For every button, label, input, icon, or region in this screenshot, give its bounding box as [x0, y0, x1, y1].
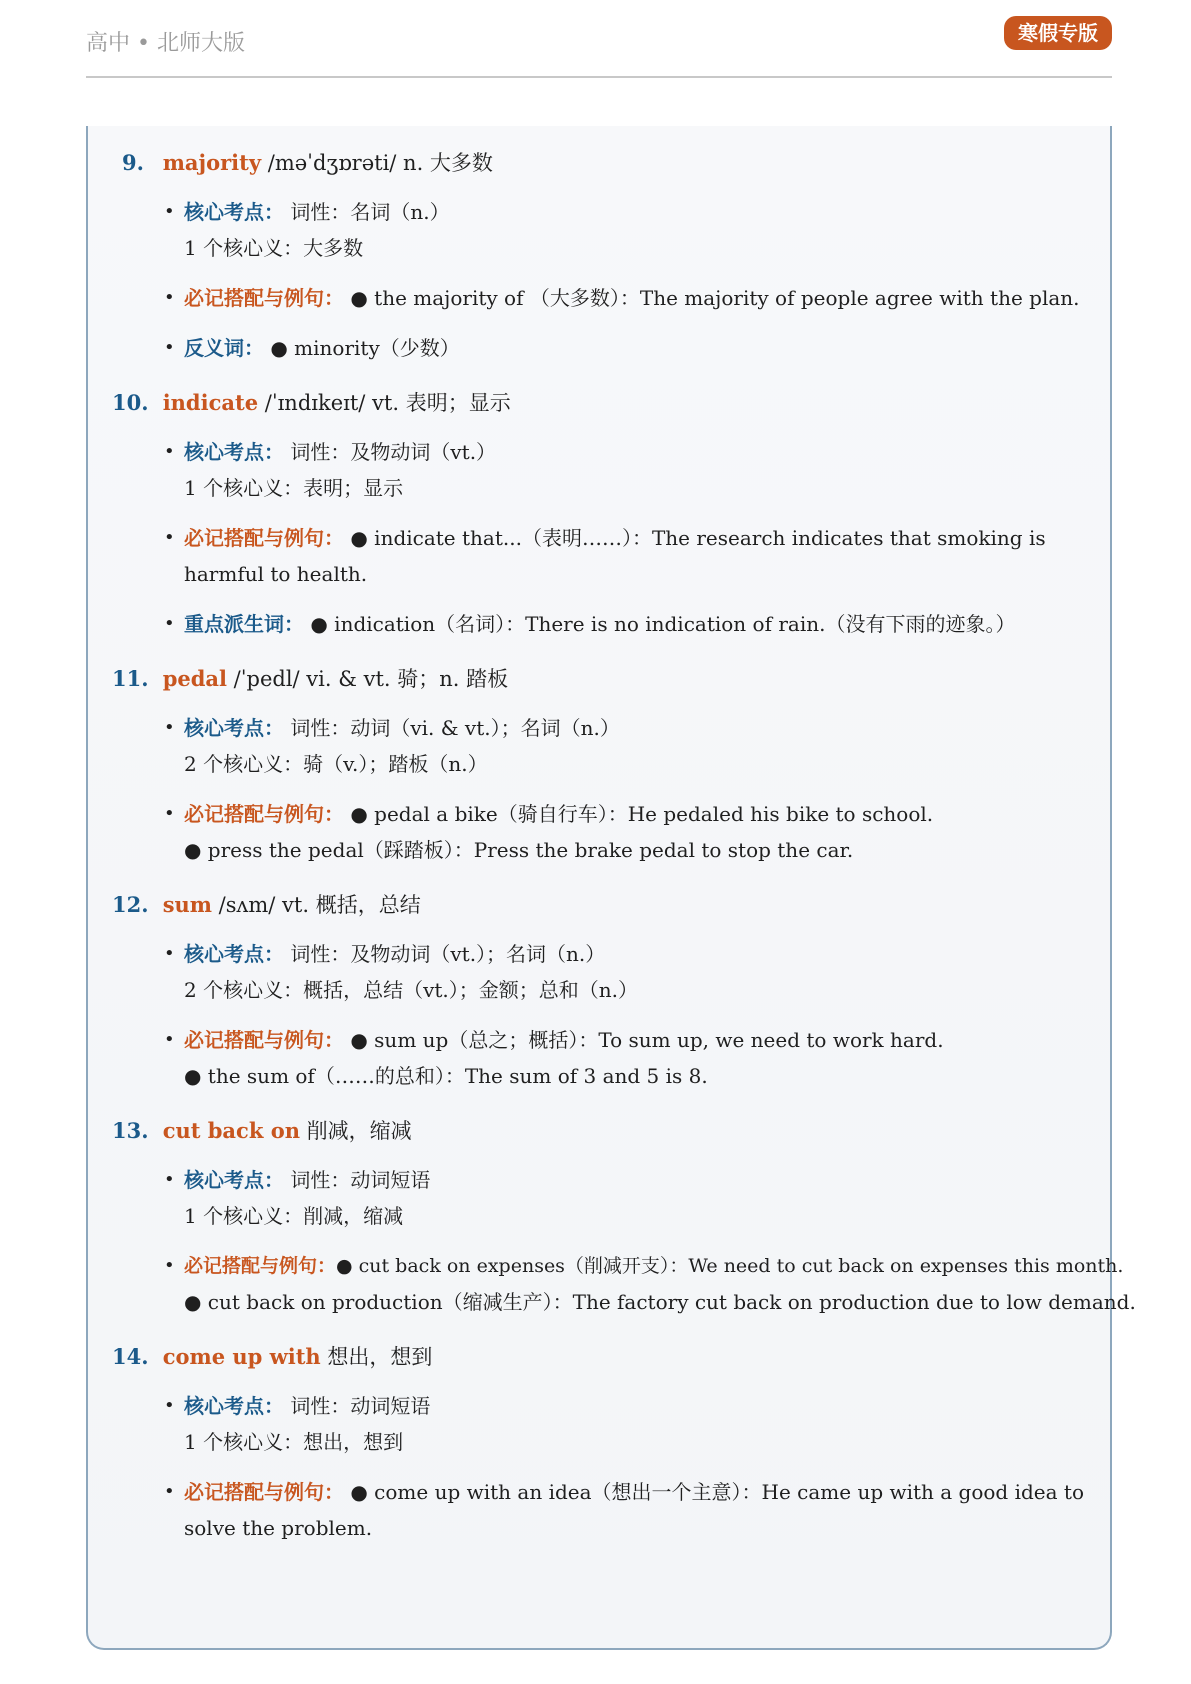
vocab-panel	[86, 126, 1136, 1650]
core-point-label: 核心考点：	[184, 942, 284, 966]
bullet-icon: •	[164, 201, 175, 222]
entry-definition: 削减，缩减	[299, 1119, 412, 1143]
edition-badge: 寒假专版	[1004, 16, 1112, 50]
bullet-icon: •	[164, 1029, 175, 1050]
entry-word: cut back on	[162, 1118, 300, 1143]
bullet-icon: •	[164, 337, 175, 358]
entry-number: 10.	[112, 390, 149, 415]
collocation-label: 必记搭配与例句：	[184, 1255, 337, 1277]
bullet-icon: •	[164, 803, 175, 824]
entry-number: 11.	[112, 666, 149, 691]
entry-definition: /ˈpedl/ vi. & vt. 骑；n. 踏板	[227, 667, 509, 691]
bullet-icon: •	[164, 441, 175, 462]
bullet-icon: •	[164, 943, 175, 964]
vocab-entry	[112, 888, 1092, 1094]
vocab-entry	[112, 662, 1092, 868]
collocation-block	[112, 1474, 1092, 1546]
collocation-example: ● sum up（总之；概括）：To sum up, we need to work hard.	[350, 1028, 944, 1052]
collocation-label: 必记搭配与例句：	[184, 526, 344, 550]
entry-title	[112, 662, 1092, 696]
collocation-label: 必记搭配与例句：	[184, 1028, 344, 1052]
derivative-label: 重点派生词：	[184, 612, 304, 636]
core-point-label: 核心考点：	[184, 716, 284, 740]
core-point-block	[112, 936, 1092, 1008]
entry-title	[112, 146, 1092, 180]
collocation-block	[112, 796, 1092, 868]
collocation-block	[112, 520, 1092, 592]
part-of-speech: 词性：及物动词（vt.）	[290, 440, 497, 464]
collocation-example: ● cut back on production（缩减生产）：The factory cut back on production due to low demand.	[184, 1290, 1136, 1314]
derivative-block	[112, 606, 1092, 642]
bullet-icon: •	[164, 287, 175, 308]
vocab-entry	[112, 1340, 1092, 1546]
core-point-label: 核心考点：	[184, 440, 284, 464]
collocation-label: 必记搭配与例句：	[184, 802, 344, 826]
part-of-speech: 词性：及物动词（vt.）；名词（n.）	[290, 942, 606, 966]
bullet-icon: •	[164, 613, 175, 634]
entry-definition: 想出，想到	[320, 1345, 433, 1369]
bullet-icon: •	[164, 1481, 175, 1502]
core-meaning: 2 个核心义：概括，总结（vt.）；金额；总和（n.）	[184, 978, 639, 1002]
bullet-icon: •	[164, 1395, 175, 1416]
vocab-entry	[112, 146, 1092, 366]
vocab-entry	[112, 386, 1092, 642]
entry-word: majority	[162, 150, 262, 175]
entry-definition: /sʌm/ vt. 概括，总结	[212, 893, 421, 917]
core-point-label: 核心考点：	[184, 1168, 284, 1192]
entry-title	[112, 386, 1092, 420]
entry-word: sum	[162, 892, 212, 917]
entry-definition: /məˈdʒɒrəti/ n. 大多数	[261, 151, 493, 175]
collocation-block	[112, 280, 1092, 316]
core-point-block	[112, 434, 1092, 506]
entry-word: indicate	[162, 390, 259, 415]
bullet-icon: •	[164, 527, 175, 548]
bullet-icon: •	[164, 717, 175, 738]
collocation-label: 必记搭配与例句：	[184, 1480, 344, 1504]
part-of-speech: 词性：名词（n.）	[290, 200, 450, 224]
core-meaning: 1 个核心义：想出，想到	[184, 1430, 404, 1454]
core-point-block	[112, 1388, 1092, 1460]
collocation-example: ● press the pedal（踩踏板）：Press the brake pedal to stop the car.	[184, 838, 854, 862]
collocation-example: ● the sum of（……的总和）：The sum of 3 and 5 is 8.	[184, 1064, 708, 1088]
core-meaning: 1 个核心义：削减，缩减	[184, 1204, 404, 1228]
part-of-speech: 词性：动词短语	[290, 1168, 431, 1192]
entry-word: pedal	[162, 666, 227, 691]
core-point-label: 核心考点：	[184, 200, 284, 224]
collocation-block	[112, 1022, 1092, 1094]
collocation-example: ● come up with an idea（想出一个主意）：He came up with a good idea to solve the problem.	[184, 1480, 1084, 1540]
entry-number: 14.	[112, 1344, 149, 1369]
antonym-block	[112, 330, 1092, 366]
entry-list	[112, 146, 1136, 1546]
entry-title	[112, 1340, 1092, 1374]
entry-number: 9.	[122, 150, 144, 175]
entry-word: come up with	[162, 1344, 321, 1369]
part-of-speech: 词性：动词（vi. & vt.）；名词（n.）	[290, 716, 620, 740]
collocation-example: ● pedal a bike（骑自行车）：He pedaled his bike to school.	[350, 802, 934, 826]
entry-title	[112, 888, 1092, 922]
collocation-label: 必记搭配与例句：	[184, 286, 344, 310]
page-header	[86, 0, 1112, 78]
bullet-icon: •	[164, 1255, 175, 1276]
core-point-label: 核心考点：	[184, 1394, 284, 1418]
core-meaning: 1 个核心义：大多数	[184, 236, 364, 260]
series-label: 高中 • 北师大版	[86, 31, 245, 56]
collocation-example: ● cut back on expenses（削减开支）：We need to cut back on expenses this month.	[336, 1255, 1124, 1277]
vocab-entry	[112, 1114, 1136, 1320]
derivative-text: ● indication（名词）：There is no indication of rain.（没有下雨的迹象。）	[310, 612, 1016, 636]
antonym-label: 反义词：	[184, 336, 264, 360]
entry-number: 13.	[112, 1118, 149, 1143]
bullet-icon: •	[164, 1169, 175, 1190]
part-of-speech: 词性：动词短语	[290, 1394, 431, 1418]
entry-number: 12.	[112, 892, 149, 917]
antonym-text: ● minority（少数）	[270, 336, 460, 360]
collocation-block	[112, 1248, 1136, 1320]
core-meaning: 2 个核心义：骑（v.）；踏板（n.）	[184, 752, 488, 776]
core-point-block	[112, 194, 1092, 266]
entry-title	[112, 1114, 1092, 1148]
core-meaning: 1 个核心义：表明；显示	[184, 476, 404, 500]
core-point-block	[112, 1162, 1092, 1234]
entry-definition: /ˈɪndɪkeɪt/ vt. 表明；显示	[258, 391, 511, 415]
collocation-example: ● indicate that...（表明……）：The research indicates that smoking is harmful to health.	[184, 526, 1046, 586]
collocation-example: ● the majority of （大多数）：The majority of people agree with the plan.	[350, 286, 1080, 310]
core-point-block	[112, 710, 1092, 782]
